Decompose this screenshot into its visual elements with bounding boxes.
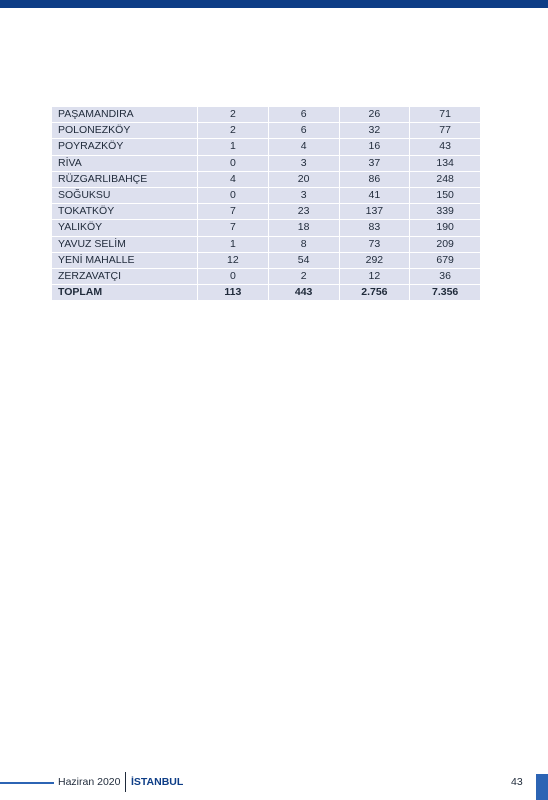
value-cell: 339: [410, 204, 481, 220]
neighborhood-name-cell: TOKATKÖY: [52, 204, 198, 220]
value-cell: 32: [339, 123, 410, 139]
footer-rule: [0, 782, 54, 784]
neighborhood-name-cell: POLONEZKÖY: [52, 123, 198, 139]
value-cell: 150: [410, 187, 481, 203]
neighborhood-name-cell: POYRAZKÖY: [52, 139, 198, 155]
value-cell: 1: [198, 139, 269, 155]
footer-city: İSTANBUL: [131, 776, 184, 788]
value-cell: 71: [410, 107, 481, 123]
table-row: [52, 155, 481, 171]
value-cell: 26: [339, 107, 410, 123]
value-cell: 4: [268, 139, 339, 155]
page-number: 43: [511, 776, 523, 788]
neighborhood-name-cell: PAŞAMANDIRA: [52, 107, 198, 123]
value-cell: 12: [339, 268, 410, 284]
value-cell: 0: [198, 187, 269, 203]
table-row: [52, 139, 481, 155]
total-row: [52, 285, 481, 301]
value-cell: 113: [198, 285, 269, 301]
value-cell: 0: [198, 268, 269, 284]
table-row: [52, 107, 481, 123]
table-row: [52, 187, 481, 203]
value-cell: 209: [410, 236, 481, 252]
neighborhood-name-cell: TOPLAM: [52, 285, 198, 301]
table-body: [52, 107, 481, 301]
table-row: [52, 268, 481, 284]
table-row: [52, 220, 481, 236]
value-cell: 12: [198, 252, 269, 268]
value-cell: 2: [268, 268, 339, 284]
table-row: [52, 123, 481, 139]
value-cell: 134: [410, 155, 481, 171]
value-cell: 3: [268, 187, 339, 203]
value-cell: 23: [268, 204, 339, 220]
table-row: [52, 204, 481, 220]
value-cell: 443: [268, 285, 339, 301]
value-cell: 3: [268, 155, 339, 171]
value-cell: 43: [410, 139, 481, 155]
value-cell: 86: [339, 171, 410, 187]
value-cell: 679: [410, 252, 481, 268]
corner-tab: [536, 774, 548, 800]
value-cell: 83: [339, 220, 410, 236]
value-cell: 248: [410, 171, 481, 187]
value-cell: 292: [339, 252, 410, 268]
value-cell: 18: [268, 220, 339, 236]
value-cell: 20: [268, 171, 339, 187]
neighborhood-name-cell: YENİ MAHALLE: [52, 252, 198, 268]
footer-separator: [125, 772, 126, 792]
value-cell: 7: [198, 204, 269, 220]
value-cell: 1: [198, 236, 269, 252]
footer-date: Haziran 2020: [58, 776, 121, 788]
value-cell: 36: [410, 268, 481, 284]
value-cell: 54: [268, 252, 339, 268]
value-cell: 4: [198, 171, 269, 187]
table-row: [52, 171, 481, 187]
neighborhood-name-cell: RİVA: [52, 155, 198, 171]
value-cell: 7.356: [410, 285, 481, 301]
neighborhood-name-cell: ZERZAVATÇI: [52, 268, 198, 284]
neighborhood-name-cell: YAVUZ SELİM: [52, 236, 198, 252]
top-accent-bar: [0, 0, 548, 8]
value-cell: 190: [410, 220, 481, 236]
value-cell: 137: [339, 204, 410, 220]
value-cell: 77: [410, 123, 481, 139]
value-cell: 8: [268, 236, 339, 252]
table-row: [52, 236, 481, 252]
statistics-table: [51, 106, 481, 301]
value-cell: 6: [268, 107, 339, 123]
neighborhood-name-cell: SOĞUKSU: [52, 187, 198, 203]
value-cell: 0: [198, 155, 269, 171]
value-cell: 7: [198, 220, 269, 236]
value-cell: 2: [198, 107, 269, 123]
neighborhood-name-cell: YALIKÖY: [52, 220, 198, 236]
value-cell: 37: [339, 155, 410, 171]
value-cell: 2: [198, 123, 269, 139]
value-cell: 6: [268, 123, 339, 139]
value-cell: 41: [339, 187, 410, 203]
value-cell: 16: [339, 139, 410, 155]
value-cell: 73: [339, 236, 410, 252]
table-row: [52, 252, 481, 268]
value-cell: 2.756: [339, 285, 410, 301]
neighborhood-name-cell: RÜZGARLIBAHÇE: [52, 171, 198, 187]
